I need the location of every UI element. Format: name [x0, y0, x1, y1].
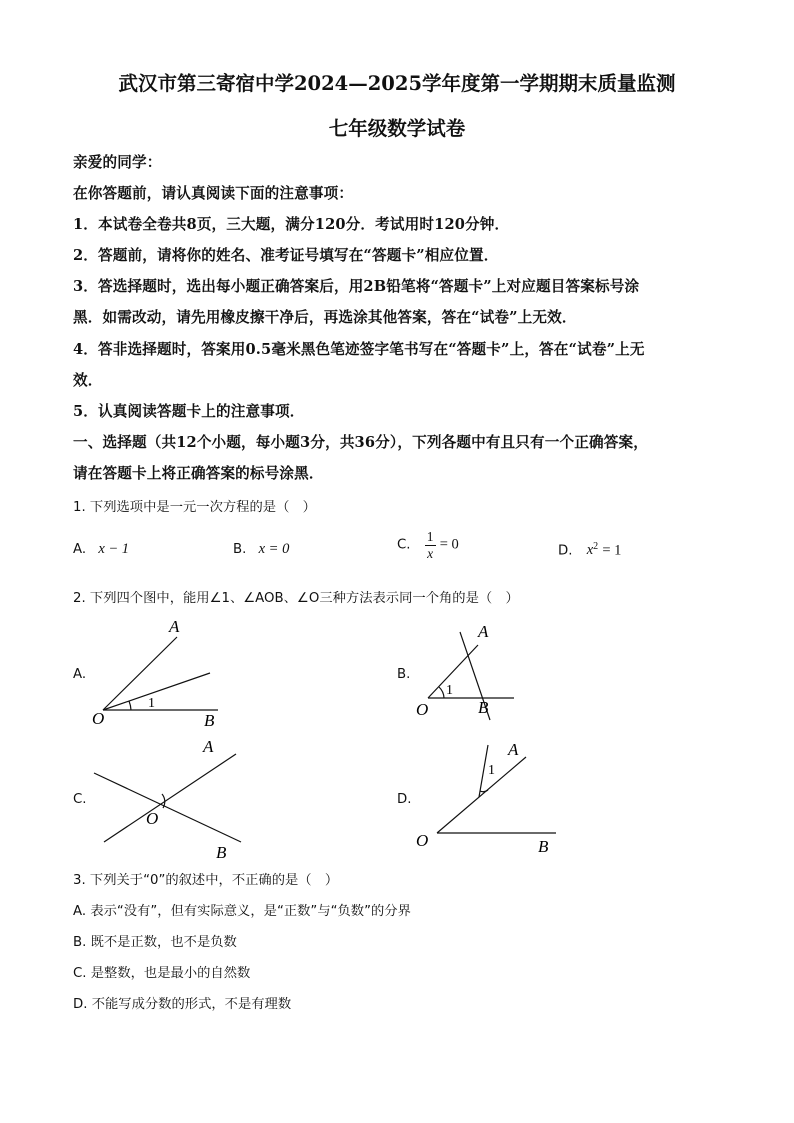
section1-heading-line2: 请在答题卡上将正确答案的标号涂黑．	[73, 465, 324, 482]
q3-option-c: C. 是整数，也是最小的自然数	[73, 966, 251, 981]
notice-item-3-line2: 黑．如需改动，请先用橡皮擦干净后，再选涂其他答案，答在“试卷”上无效．	[73, 309, 577, 326]
question-3-stem: 3. 下列关于“0”的叙述中，不正确的是（ ）	[73, 873, 339, 888]
label-o: O	[146, 809, 159, 828]
option-expression: x = 0	[258, 541, 290, 557]
q3-option-b: B. 既不是正数，也不是负数	[73, 935, 237, 950]
notice-item-1: 1．本试卷全卷共8页，三大题，满分120分．考试用时120分钟．	[73, 216, 510, 233]
label-a: A	[478, 622, 489, 641]
notice-item-3-line1: 3．答选择题时，选出每小题正确答案后，用2B铅笔将“答题卡”上对应题目答案标号涂	[73, 278, 640, 295]
greeting: 亲爱的同学：	[73, 154, 162, 171]
q2-option-d-label: D.	[397, 792, 412, 807]
label-b: B	[216, 843, 227, 862]
exam-title-line1: 武汉市第三寄宿中学2024—2025学年度第一学期期末质量监测	[118, 72, 676, 95]
question-1-stem: 1. 下列选项中是一元一次方程的是（ ）	[73, 500, 316, 515]
marker-line	[479, 745, 488, 797]
label-1: 1	[446, 683, 453, 698]
label-o: O	[416, 700, 429, 719]
label-b: B	[204, 711, 215, 730]
label-a: A	[169, 617, 180, 636]
label-a: A	[508, 740, 519, 759]
option-label: C.	[397, 537, 411, 553]
option-rhs: = 0	[439, 536, 459, 553]
option-exponent: 2	[593, 541, 599, 552]
option-expression: x − 1	[98, 541, 130, 557]
label-1: 1	[488, 763, 495, 778]
exam-title-line2: 七年级数学试卷	[328, 117, 466, 140]
notice-item-4-line2: 效．	[73, 372, 103, 389]
option-label: B.	[233, 542, 247, 557]
notice-item-5: 5．认真阅读答题卡上的注意事项．	[73, 403, 305, 420]
option-label: A.	[73, 542, 87, 557]
q2-option-c-label: C.	[73, 792, 87, 807]
q2-option-b-label: B.	[397, 667, 411, 682]
q2-option-a-label: A.	[73, 667, 87, 682]
notice-item-2: 2．答题前，请将你的姓名、准考证号填写在“答题卡”相应位置．	[73, 247, 499, 264]
label-b: B	[478, 698, 489, 717]
label-1: 1	[148, 696, 155, 711]
q3-option-a: A. 表示“没有”，但有实际意义，是“正数”与“负数”的分界	[73, 904, 411, 919]
fraction-denominator: x	[427, 545, 434, 561]
angle-arc	[480, 790, 488, 792]
notice-intro: 在你答题前，请认真阅读下面的注意事项：	[73, 185, 354, 202]
ray-oa	[437, 757, 526, 833]
q3-option-d: D. 不能写成分数的形式，不是有理数	[73, 997, 292, 1012]
label-o: O	[92, 709, 105, 728]
section1-heading-line1: 一、选择题（共12个小题，每小题3分，共36分），下列各题中有且只有一个正确答案，	[73, 434, 648, 451]
question-2-stem: 2. 下列四个图中，能用∠1、∠AOB、∠O三种方法表示同一个角的是（ ）	[73, 591, 519, 606]
option-base: x	[586, 542, 594, 559]
label-o: O	[416, 831, 429, 850]
label-b: B	[538, 837, 549, 856]
fraction-numerator: 1	[426, 529, 434, 544]
label-a: A	[203, 737, 214, 756]
option-label: D.	[558, 543, 573, 559]
option-rhs: = 1	[602, 542, 622, 559]
notice-item-4-line1: 4．答非选择题时，答案用0.5毫米黑色笔迹签字笔书写在“答题卡”上，答在“试卷”上无	[73, 341, 645, 358]
